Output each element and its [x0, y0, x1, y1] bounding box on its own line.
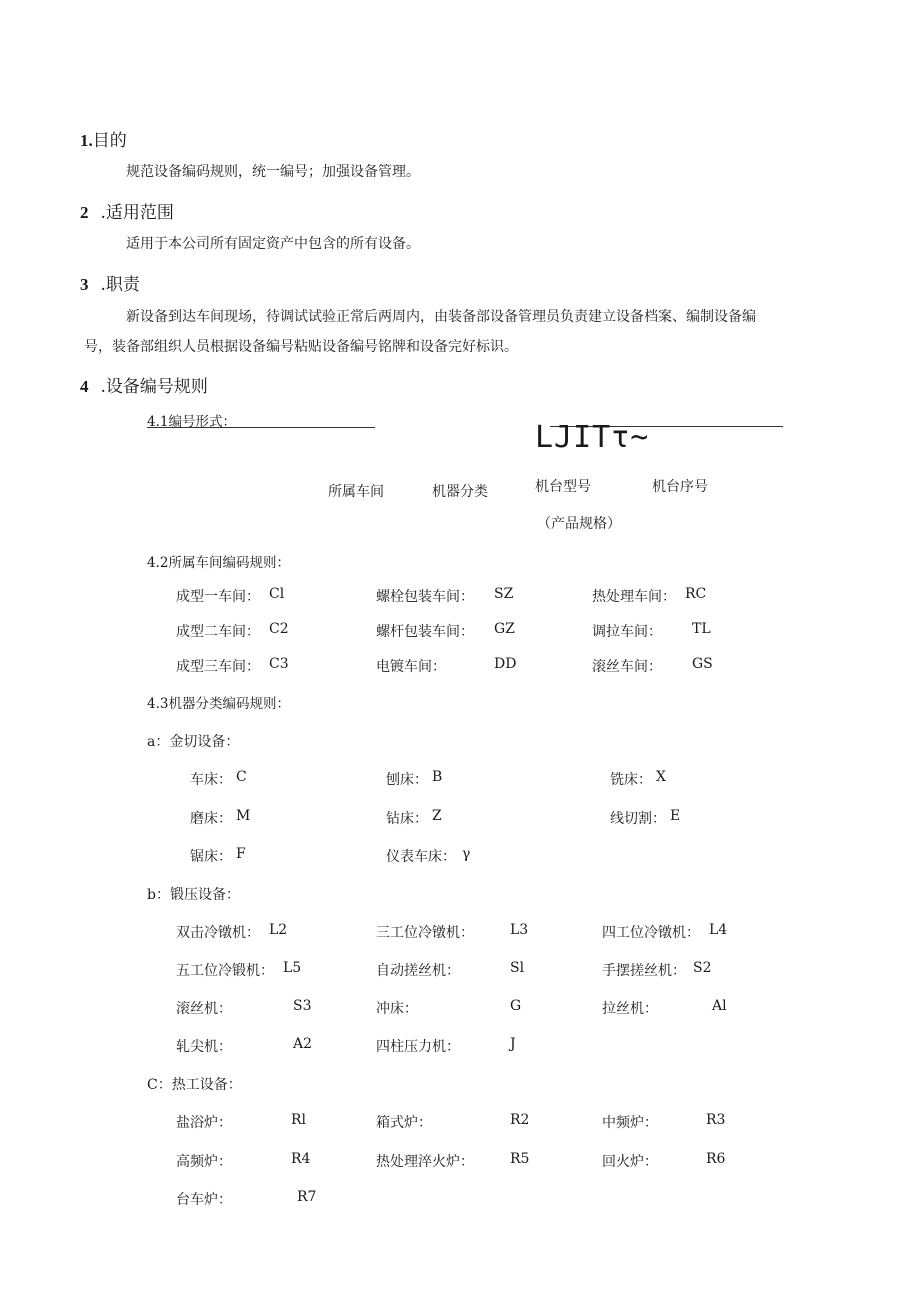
machine-code: F	[236, 846, 246, 862]
machine-name: 热处理淬火炉：	[376, 1154, 474, 1170]
machine-code: B	[432, 769, 443, 785]
format-note: （产品规格）	[537, 516, 621, 532]
section-3-heading	[80, 270, 140, 295]
section-number: 4	[80, 377, 89, 396]
format-part-model: 机台型号	[535, 479, 591, 495]
machine-name: 仪表车床：	[386, 849, 456, 865]
machine-name: 轧尖机：	[176, 1039, 232, 1055]
format-label-underline	[147, 427, 375, 428]
workshop-name: 螺杆包装车间：	[376, 624, 474, 640]
machine-code: X	[656, 769, 666, 785]
machine-name: 刨床：	[386, 772, 428, 788]
format-part-serial: 机台序号	[652, 479, 708, 495]
machine-name: 车床：	[190, 772, 232, 788]
workshop-name: 螺栓包装车间：	[376, 589, 474, 605]
machine-name: 五工位冷锻机：	[176, 963, 274, 979]
machine-code: L3	[510, 922, 529, 938]
workshop-code: RC	[685, 586, 707, 602]
machine-group-c-title: C：热工设备：	[147, 1077, 242, 1093]
format-part-category: 机器分类	[432, 484, 488, 500]
section-title: .设备编号规则	[100, 377, 208, 397]
machine-code: R3	[706, 1112, 726, 1128]
workshop-code: GS	[692, 656, 713, 672]
machine-name: 冲床：	[376, 1001, 418, 1017]
machine-name: 四柱压力机：	[376, 1039, 460, 1055]
machine-code: S2	[693, 960, 712, 976]
machine-name: 磨床：	[190, 811, 232, 827]
section-number: 2	[80, 203, 89, 222]
section-number: 3	[80, 275, 89, 294]
section-1-body: 规范设备编码规则，统一编号；加强设备管理。	[126, 164, 420, 180]
machine-code: M	[236, 808, 251, 824]
machine-name: 铣床：	[610, 772, 652, 788]
machine-group-a-title: a：金切设备：	[147, 734, 240, 750]
machine-code: R4	[291, 1151, 311, 1167]
workshop-name: 滚丝车间：	[592, 659, 662, 675]
machine-code: R7	[297, 1189, 317, 1205]
workshop-rules-title: 4.2所属车间编码规则：	[147, 555, 290, 571]
machine-code: A2	[293, 1036, 313, 1052]
machine-code: L2	[269, 922, 288, 938]
machine-name: 中频炉：	[602, 1115, 658, 1131]
machine-code: Al	[712, 998, 727, 1014]
machine-code: γ	[462, 846, 471, 862]
workshop-code: C2	[269, 621, 289, 637]
section-2-heading	[80, 198, 174, 223]
workshop-name: 成型一车间：	[176, 589, 260, 605]
machine-code: Sl	[510, 960, 525, 976]
machine-name: 盐浴炉：	[176, 1115, 232, 1131]
machine-name: 手摆搓丝机：	[602, 963, 686, 979]
workshop-code: Cl	[269, 586, 285, 602]
section-number: 1.	[80, 131, 93, 150]
machine-code: R6	[706, 1151, 726, 1167]
section-title: .职责	[100, 275, 140, 295]
machine-name: 滚丝机：	[176, 1001, 232, 1017]
workshop-code: SZ	[494, 586, 514, 602]
workshop-name: 电镀车间：	[376, 659, 446, 675]
machine-name: 锯床：	[190, 849, 232, 865]
machine-name: 线切割：	[610, 811, 666, 827]
workshop-code: DD	[494, 656, 517, 672]
machine-name: 钻床：	[386, 811, 428, 827]
machine-name: 四工位冷镦机：	[602, 925, 700, 941]
format-label: 4.1编号形式：	[147, 414, 236, 430]
machine-name: 高频炉：	[176, 1154, 232, 1170]
machine-name: 拉丝机：	[602, 1001, 658, 1017]
workshop-name: 热处理车间：	[592, 589, 676, 605]
workshop-name: 调拉车间：	[592, 624, 662, 640]
format-part-workshop: 所属车间	[328, 484, 384, 500]
section-3-body-line-1: 新设备到达车间现场，待调试试验正常后两周内，由装备部设备管理员负责建立设备档案、编制设备编	[126, 309, 756, 325]
section-4-heading	[80, 372, 208, 397]
machine-name: 箱式炉：	[376, 1115, 432, 1131]
machine-code: L4	[709, 922, 728, 938]
section-2-body: 适用于本公司所有固定资产中包含的所有设备。	[126, 236, 420, 252]
machine-code: S3	[293, 998, 312, 1014]
workshop-code: C3	[269, 656, 289, 672]
machine-name: 双击冷镦机：	[176, 925, 260, 941]
machine-name: 自动搓丝机：	[376, 963, 460, 979]
machine-code: Z	[432, 808, 442, 824]
section-title: 目的	[92, 131, 127, 151]
machine-code: J	[510, 1036, 516, 1052]
workshop-code: GZ	[494, 621, 515, 637]
machine-code: R2	[510, 1112, 530, 1128]
section-title: .适用范围	[100, 203, 174, 223]
machine-name: 三工位冷镦机：	[376, 925, 474, 941]
machine-name: 台车炉：	[176, 1192, 232, 1208]
machine-code: Rl	[291, 1112, 307, 1128]
section-3-body-line-2: 号，装备部组织人员根据设备编号粘贴设备编号铭牌和设备完好标识。	[84, 339, 518, 355]
section-1-heading	[80, 126, 127, 151]
machine-name: 回火炉：	[602, 1154, 658, 1170]
machine-code: E	[670, 808, 681, 824]
machine-code: G	[510, 998, 522, 1014]
machine-code: L5	[283, 960, 302, 976]
workshop-code: TL	[692, 621, 711, 637]
machine-code: C	[236, 769, 247, 785]
machine-rules-title: 4.3机器分类编码规则：	[147, 696, 290, 712]
machine-code: R5	[510, 1151, 530, 1167]
workshop-name: 成型二车间：	[176, 624, 260, 640]
machine-group-b-title: b：锻压设备：	[147, 887, 240, 903]
workshop-name: 成型三车间：	[176, 659, 260, 675]
format-code-sample: LJITτ~	[535, 420, 650, 455]
